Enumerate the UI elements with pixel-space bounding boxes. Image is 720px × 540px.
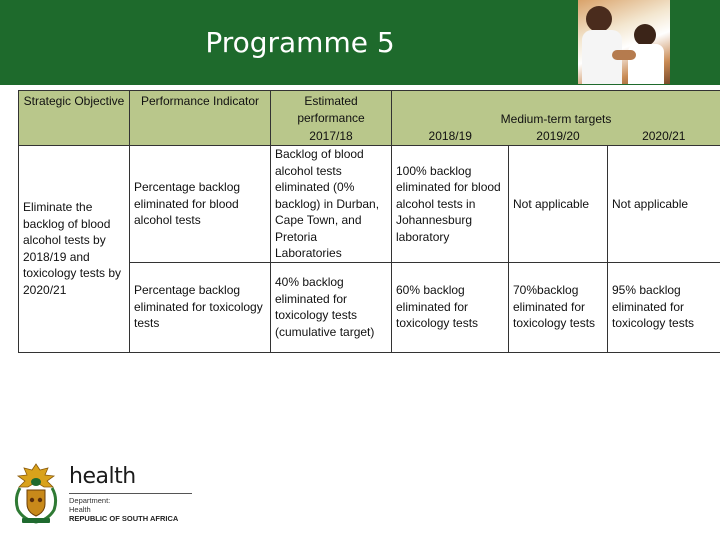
target-2018-19-cell: 60% backlog eliminated for toxicology tests <box>392 262 509 352</box>
header-estimated-performance: Estimated performance <box>271 91 392 128</box>
targets-table <box>18 90 720 353</box>
indicator-cell: Percentage backlog eliminated for blood alcohol tests <box>130 146 271 263</box>
slide-title: Programme 5 <box>205 26 395 59</box>
medium-term-label: Medium-term targets <box>500 112 612 126</box>
target-2018-19-cell: 100% backlog eliminated for blood alcohol tests in Johannesburg laboratory <box>392 146 509 263</box>
header-strategic-objective: Strategic Objective <box>19 91 130 146</box>
health-wordmark: health <box>69 464 136 489</box>
title-banner <box>0 0 720 85</box>
target-2020-21-cell: 95% backlog eliminated for toxicology tests <box>608 262 720 352</box>
header-year-2018-19: 2018/19 <box>392 128 509 146</box>
header-year-2019-20: 2019/20 <box>509 128 608 146</box>
header-performance-indicator: Performance Indicator <box>130 91 271 146</box>
target-2019-20-cell: Not applicable <box>509 146 608 263</box>
coat-of-arms-icon <box>10 460 62 526</box>
department-name: Health <box>69 505 91 514</box>
department-label <box>69 496 110 514</box>
indicator-cell: Percentage backlog eliminated for toxicology tests <box>130 262 271 352</box>
target-2020-21-cell: Not applicable <box>608 146 720 263</box>
estimated-cell: 40% backlog eliminated for toxicology tests (cumulative target) <box>271 262 392 352</box>
estimated-cell: Backlog of blood alcohol tests eliminated (0% backlog) in Durban, Cape Town, and Pretoria Laboratories <box>271 146 392 263</box>
target-2019-20-cell: 70%backlog eliminated for toxicology tests <box>509 262 608 352</box>
department-prefix: Department: <box>69 496 111 505</box>
header-year-2017-18: 2017/18 <box>271 128 392 146</box>
header-medium-term-targets <box>392 91 720 128</box>
health-workers-photo <box>578 0 670 84</box>
department-logo <box>10 460 200 526</box>
strategic-objective-cell: Eliminate the backlog of blood alcohol tests by 2018/19 and toxicology tests by 2020/21 <box>19 146 130 353</box>
header-year-2020-21: 2020/21 <box>608 128 720 146</box>
country-name: REPUBLIC OF SOUTH AFRICA <box>69 514 179 523</box>
table-row <box>19 146 720 263</box>
logo-divider <box>69 493 192 494</box>
